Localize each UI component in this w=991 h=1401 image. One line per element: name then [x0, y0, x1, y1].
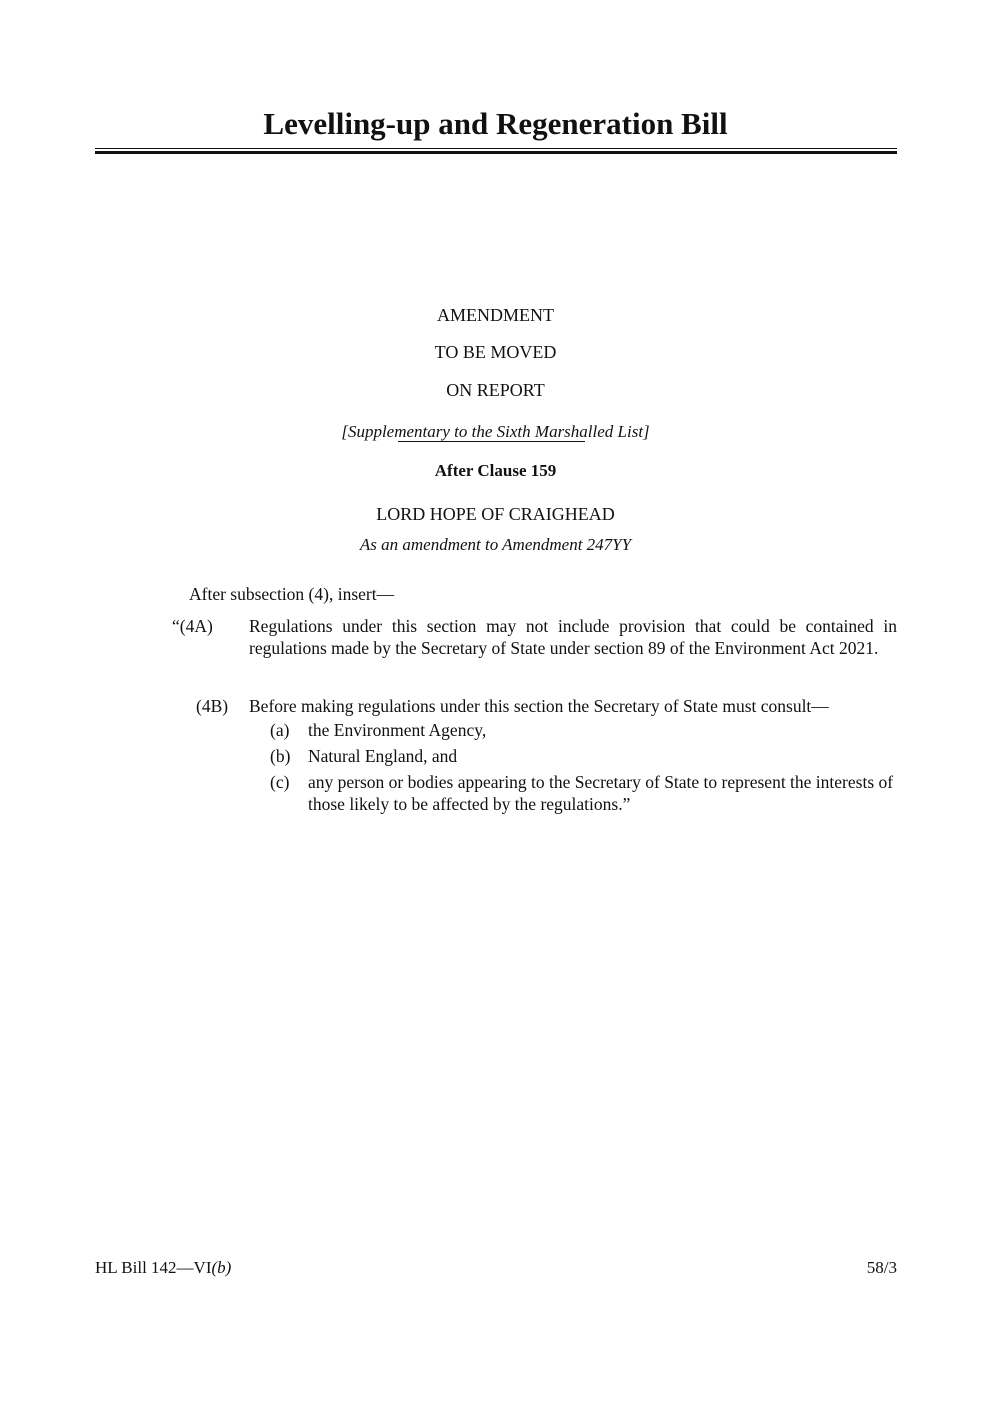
item-c-number: (c) — [270, 772, 290, 792]
amendment-reference: As an amendment to Amendment 247YY — [359, 535, 632, 554]
heading-to-be-moved: TO BE MOVED — [434, 342, 557, 362]
bill-reference-suffix: (b) — [211, 1258, 232, 1277]
subsection-4b-text: Before making regulations under this section the Secretary of State must consult— — [249, 696, 829, 716]
supplementary-note: [Supplementary to the Sixth Marshalled List] — [341, 422, 650, 441]
member-name: LORD HOPE OF CRAIGHEAD — [376, 504, 615, 524]
item-a-text: the Environment Agency, — [308, 720, 487, 740]
page-number: 58/3 — [866, 1258, 897, 1277]
supplementary-rule — [398, 441, 585, 442]
title-rule-thick — [95, 151, 897, 154]
item-c-text: any person or bodies appearing to the Secretary of State to represent the interests of those likely to be affected by the regulations.” — [308, 772, 894, 814]
clause-heading: After Clause 159 — [434, 461, 557, 480]
bill-reference-main: HL Bill 142—VI — [95, 1258, 212, 1277]
bill-reference — [95, 1258, 231, 1278]
title-rule-thin — [95, 148, 897, 149]
intro-text: After subsection (4), insert— — [189, 584, 395, 604]
subsection-4a-text: Regulations under this section may not include provision that could be contained in regulations made by the Secretary of State under section 89 of the Environment Act 2021. — [249, 616, 897, 658]
heading-amendment: AMENDMENT — [437, 305, 554, 325]
item-a-number: (a) — [270, 720, 290, 740]
item-b-text: Natural England, and — [308, 746, 458, 766]
subsection-4b-number: (4B) — [196, 696, 229, 716]
subsection-4a-number: “(4A) — [172, 616, 213, 636]
heading-on-report: ON REPORT — [446, 380, 545, 400]
bill-title: Levelling-up and Regeneration Bill — [263, 106, 728, 141]
item-b-number: (b) — [270, 746, 291, 766]
